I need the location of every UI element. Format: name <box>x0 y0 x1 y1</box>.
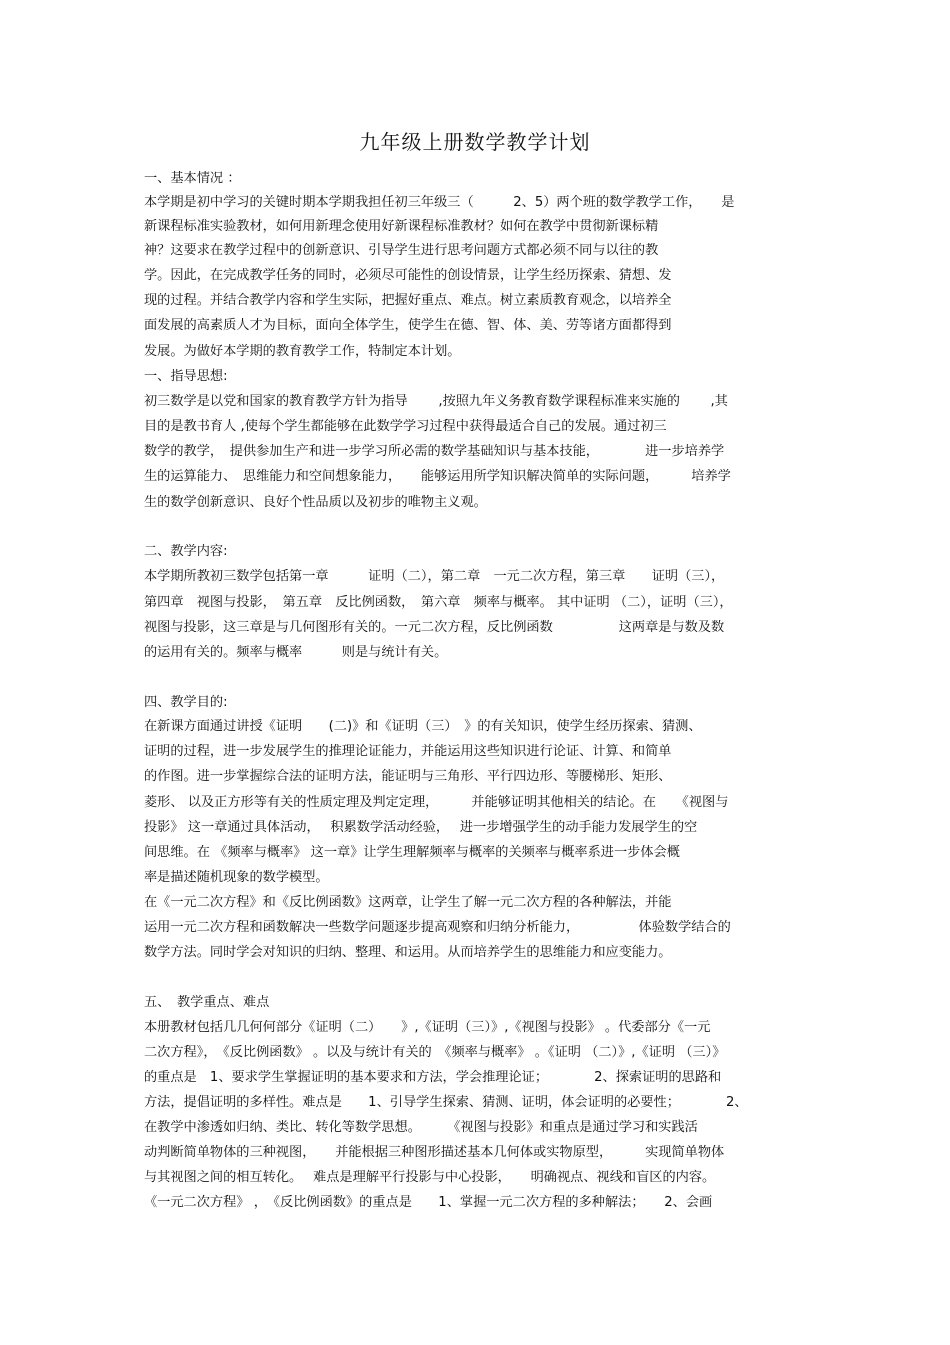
paragraph-line: 生的运算能力、 思维能力和空间想象能力， 能够运用所学知识解决简单的实际问题， 培养学 <box>144 469 731 484</box>
paragraph-line: 本册教材包括几几何何部分《证明（二） 》,《证明（三）》,《视图与投影》 。代委部分《一元 <box>144 1020 711 1035</box>
paragraph-line: 神？这要求在教学过程中的创新意识、引导学生进行思考问题方式都必须不同与以往的教 <box>144 243 659 258</box>
section-heading-teaching-goals: 四、教学目的: <box>144 695 228 710</box>
section-heading-key-points: 五、 教学重点、难点 <box>144 995 270 1010</box>
paragraph-line: 生的数学创新意识、良好个性品质以及初步的唯物主义观。 <box>144 495 487 510</box>
section-heading-teaching-content: 二、教学内容: <box>144 544 228 559</box>
paragraph-line: 本学期是初中学习的关键时期本学期我担任初三年级三（ 2、5）两个班的数学教学工作， 是 <box>144 195 735 210</box>
paragraph-line: 视图与投影，这三章是与几何图形有关的。一元二次方程，反比例函数 这两章是与数及数 <box>144 620 725 635</box>
paragraph-line: 学。因此，在完成教学任务的同时，必须尽可能性的创设情景，让学生经历探索、猜想、发 <box>144 268 672 283</box>
paragraph-line: 在教学中渗透如归纳、类比、转化等数学思想。 《视图与投影》和重点是通过学习和实践活 <box>144 1120 698 1135</box>
paragraph-line: 现的过程。并结合教学内容和学生实际，把握好重点、难点。树立素质教育观念，以培养全 <box>144 293 672 308</box>
paragraph-line: 菱形、 以及正方形等有关的性质定理及判定定理， 并能够证明其他相关的结论。在 《视图与 <box>144 795 729 810</box>
paragraph-line: 证明的过程，进一步发展学生的推理论证能力，并能运用这些知识进行论证、计算、和简单 <box>144 744 672 759</box>
document-title: 九年级上册数学教学计划 <box>359 130 591 154</box>
paragraph-line: 初三数学是以党和国家的教育教学方针为指导 ,按照九年义务教育数学课程标准来实施的 ,其 <box>144 394 728 409</box>
paragraph-line: 的运用有关的。频率与概率 则是与统计有关。 <box>144 645 448 660</box>
paragraph-line: 动判断简单物体的三种视图， 并能根据三种图形描述基本几何体或实物原型， 实现简单物体 <box>144 1145 725 1160</box>
paragraph-line: 间思维。在 《频率与概率》 这一章》让学生理解频率与概率的关频率与概率系进一步体会概 <box>144 845 680 860</box>
paragraph-line: 目的是教书育人 ,使每个学生都能够在此数学学习过程中获得最适合自己的发展。通过初三 <box>144 419 667 434</box>
paragraph-line: 率是描述随机现象的数学模型。 <box>144 870 329 885</box>
paragraph-line: 发展。为做好本学期的教育教学工作，特制定本计划。 <box>144 344 461 359</box>
section-heading-guiding-ideology: 一、指导思想: <box>144 369 228 384</box>
paragraph-line: 投影》 这一章通过具体活动， 积累数学活动经验， 进一步增强学生的动手能力发展学生的空 <box>144 820 698 835</box>
paragraph-line: 的作图。进一步掌握综合法的证明方法，能证明与三角形、平行四边形、等腰梯形、矩形、 <box>144 769 672 784</box>
paragraph-line: 在新课方面通过讲授《证明 (二)》和《证明（三） 》的有关知识，使学生经历探索、猜测、 <box>144 719 702 734</box>
paragraph-line: 数学方法。同时学会对知识的归纳、整理、和运用。从而培养学生的思维能力和应变能力。 <box>144 945 672 960</box>
paragraph-line: 数学的教学， 提供参加生产和进一步学习所必需的数学基础知识与基本技能， 进一步培养学 <box>144 444 725 459</box>
paragraph-line: 二次方程》， 《反比例函数》 。以及与统计有关的 《频率与概率》 。《证明 （二）》,《证明 （三）》 <box>144 1045 726 1060</box>
paragraph-line: 与其视图之间的相互转化。 难点是理解平行投影与中心投影， 明确视点、视线和盲区的内容。 <box>144 1170 716 1185</box>
paragraph-line: 在《一元二次方程》和《反比例函数》这两章，让学生了解一元二次方程的各种解法，并能 <box>144 895 672 910</box>
paragraph-line: 的重点是 1、要求学生掌握证明的基本要求和方法，学会推理论证； 2、探索证明的思路和 <box>144 1070 722 1085</box>
section-heading-basic-situation: 一、基本情况 ： <box>144 171 241 186</box>
paragraph-line: 运用一元二次方程和函数解决一些数学问题逐步提高观察和归纳分析能力， 体验数学结合的 <box>144 920 731 935</box>
paragraph-line: 方法，提倡证明的多样性。难点是 1、引导学生探索、猜测、证明，体会证明的必要性； 2、 <box>144 1095 748 1110</box>
paragraph-line: 本学期所教初三数学包括第一章 证明（二），第二章 一元二次方程，第三章 证明（三）， <box>144 569 725 584</box>
paragraph-line: 第四章 视图与投影， 第五章 反比例函数， 第六章 频率与概率。 其中证明 （二），证明（三）， <box>144 595 733 610</box>
paragraph-line: 新课程标准实验教材，如何用新理念使用好新课程标准教材？如何在教学中贯彻新课标精 <box>144 219 659 234</box>
paragraph-line: 《一元二次方程》 ， 《反比例函数》的重点是 1、掌握一元二次方程的多种解法； 2、会画 <box>144 1195 713 1210</box>
paragraph-line: 面发展的高素质人才为目标，面向全体学生，使学生在德、智、体、美、劳等诸方面都得到 <box>144 318 672 333</box>
